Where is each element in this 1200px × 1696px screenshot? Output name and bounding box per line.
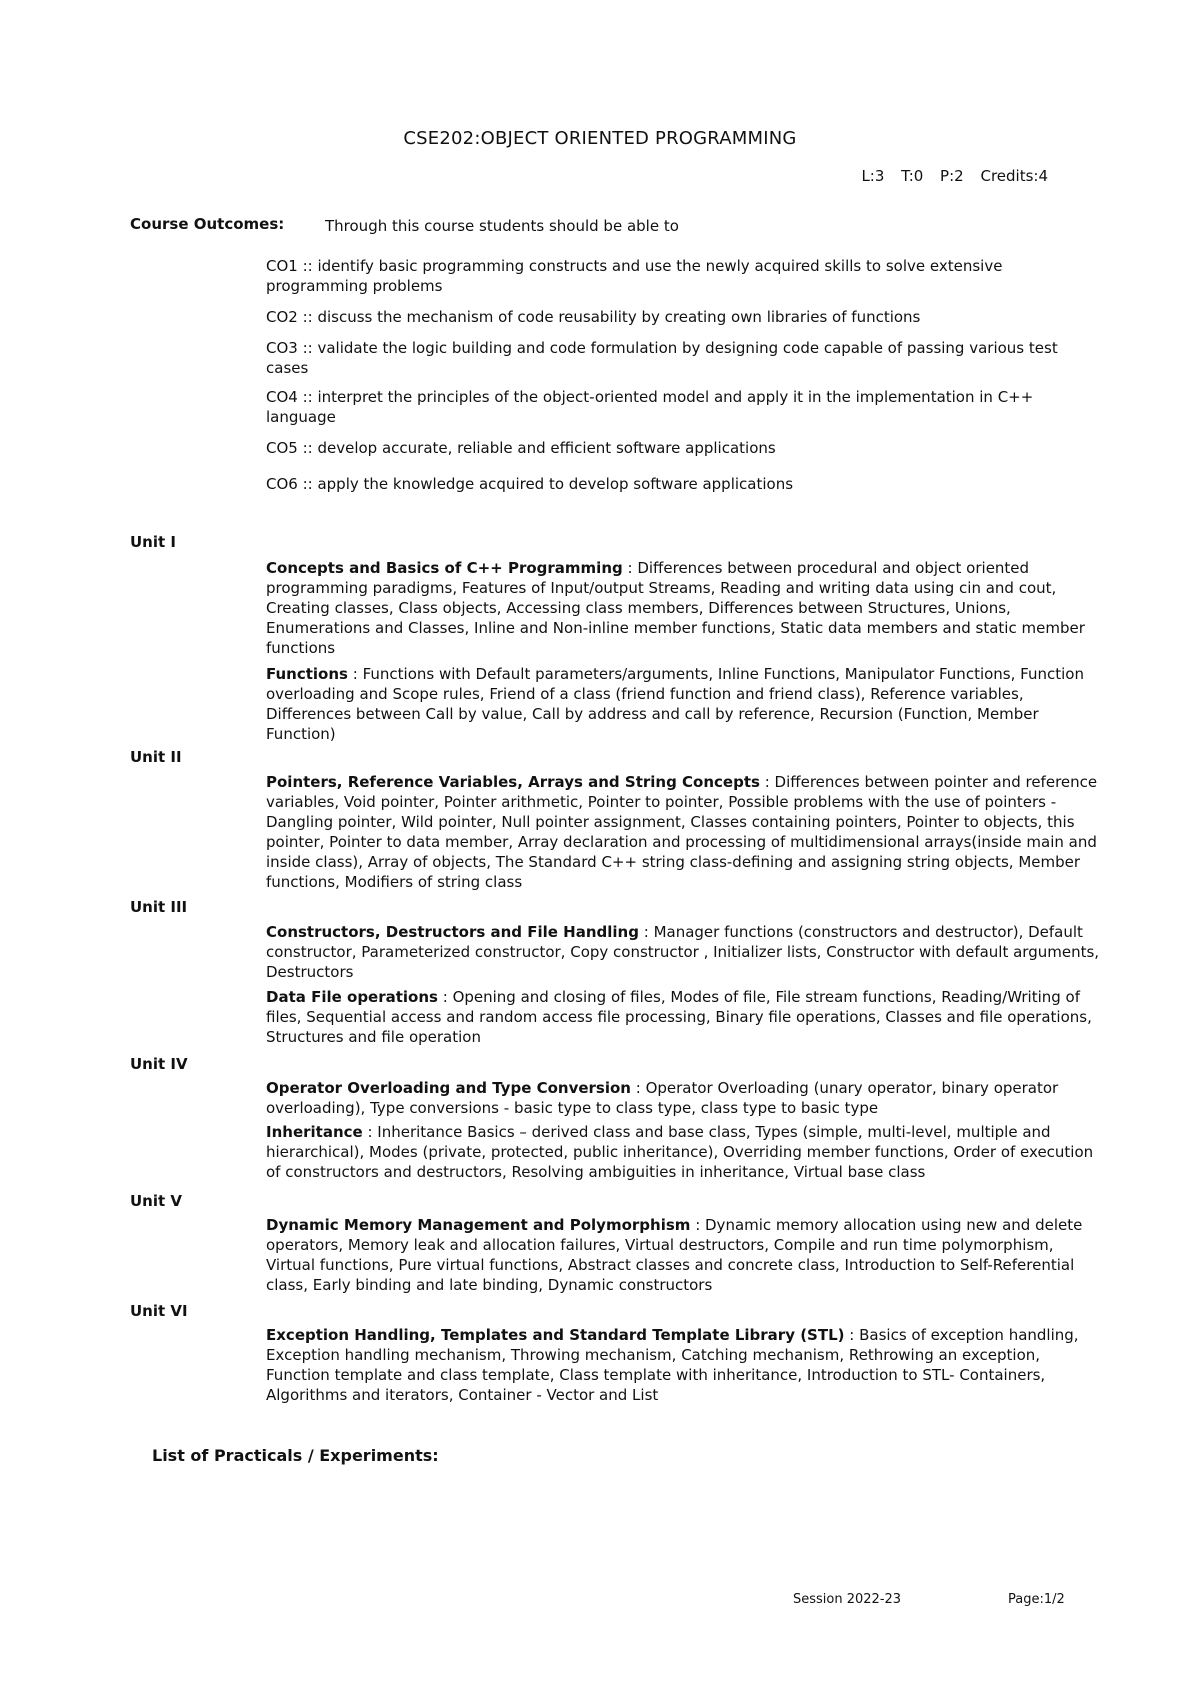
outcome-item: CO4 :: interpret the principles of the object-oriented model and apply it in the implementation in C++ language	[266, 388, 1034, 426]
outcome-item: CO1 :: identify basic programming constructs and use the newly acquired skills to solve extensive programming problems	[266, 257, 1003, 295]
practicals-heading: List of Practicals / Experiments:	[152, 1446, 439, 1465]
unit-label: Unit II	[130, 748, 182, 766]
ltp-credits: L:3 T:0 P:2 Credits:4	[861, 167, 1048, 185]
topic-paragraph	[266, 1215, 1106, 1295]
topic-paragraph	[266, 1325, 1106, 1405]
topic-paragraph	[266, 558, 1106, 658]
topic-paragraph	[266, 1122, 1106, 1182]
course-outcomes-label: Course Outcomes:	[130, 215, 285, 233]
unit-label: Unit III	[130, 898, 188, 916]
page-number: Page:1/2	[1008, 1592, 1065, 1607]
session-label: Session 2022-23	[793, 1592, 902, 1607]
outcome-item: CO2 :: discuss the mechanism of code reusability by creating own libraries of functions	[266, 308, 921, 326]
topic-paragraph	[266, 922, 1106, 982]
outcome-item: CO5 :: develop accurate, reliable and efficient software applications	[266, 439, 776, 457]
topic-paragraph	[266, 1078, 1106, 1118]
topic-heading: Constructors, Destructors and File Handling	[266, 923, 639, 941]
unit-label: Unit IV	[130, 1055, 188, 1073]
unit-label: Unit I	[130, 533, 176, 551]
topic-body: : Operator Overloading (unary operator, binary operator overloading), Type conversions - basic type to class type, class type to basic type	[266, 1079, 1059, 1117]
course-outcomes-list	[266, 256, 1096, 494]
topic-heading: Inheritance	[266, 1123, 363, 1141]
course-outcomes-intro: Through this course students should be able to	[325, 217, 679, 235]
topic-heading: Data File operations	[266, 988, 438, 1006]
topic-body: : Inheritance Basics – derived class and base class, Types (simple, multi-level, multiple and hierarchical), Modes (private, protected, public inheritance), Overriding member functions, Order of execution of constructors and destructors, Resolving ambiguities in inheritance, Virtual base class	[266, 1123, 1094, 1181]
topic-heading: Operator Overloading and Type Conversion	[266, 1079, 631, 1097]
topic-body: : Differences between pointer and reference variables, Void pointer, Pointer arithmetic, Pointer to pointer, Possible problems with the use of pointers - Dangling pointer, Wild pointer, Null pointer assignment, Classes containing pointers, Pointer to objects, this pointer, Pointer to data member, Array declaration and processing of multidimensional arrays(inside main and inside class), Array of objects, The Standard C++ string class-defining and assigning string objects, Member functions, Modifiers of string class	[266, 773, 1098, 891]
topic-paragraph	[266, 987, 1106, 1047]
topic-body: : Differences between procedural and object oriented programming paradigms, Features of Input/output Streams, Reading and writing data using cin and cout, Creating classes, Class objects, Accessing class members, Differences between Structures, Unions, Enumerations and Classes, Inline and Non-inline member functions, Static data members and static member functions	[266, 559, 1085, 657]
topic-body: : Manager functions (constructors and destructor), Default constructor, Parameterized constructor, Copy constructor , Initializer lists, Constructor with default arguments, Destructors	[266, 923, 1100, 981]
topic-heading: Concepts and Basics of C++ Programming	[266, 559, 623, 577]
unit-label: Unit V	[130, 1192, 183, 1210]
topic-paragraph	[266, 772, 1106, 892]
topic-heading: Functions	[266, 665, 348, 683]
topic-paragraph	[266, 664, 1106, 744]
outcome-item: CO3 :: validate the logic building and code formulation by designing code capable of passing various test cases	[266, 339, 1058, 377]
topic-heading: Dynamic Memory Management and Polymorphism	[266, 1216, 691, 1234]
topic-body: : Opening and closing of files, Modes of file, File stream functions, Reading/Writing of files, Sequential access and random access file processing, Binary file operations, Classes and file operations, Structures and file operation	[266, 988, 1092, 1046]
topic-body: : Functions with Default parameters/arguments, Inline Functions, Manipulator Functions, Function overloading and Scope rules, Friend of a class (friend function and friend class), Reference variables, Differences between Call by value, Call by address and call by reference, Recursion (Function, Member Function)	[266, 665, 1084, 743]
outcome-item: CO6 :: apply the knowledge acquired to develop software applications	[266, 475, 794, 493]
topic-heading: Exception Handling, Templates and Standard Template Library (STL)	[266, 1326, 845, 1344]
topic-heading: Pointers, Reference Variables, Arrays and String Concepts	[266, 773, 760, 791]
topic-body: : Dynamic memory allocation using new and delete operators, Memory leak and allocation failures, Virtual destructors, Compile and run time polymorphism, Virtual functions, Pure virtual functions, Abstract classes and concrete class, Introduction to Self-Referential class, Early binding and late binding, Dynamic constructors	[266, 1216, 1083, 1294]
unit-label: Unit VI	[130, 1302, 188, 1320]
course-title: CSE202:OBJECT ORIENTED PROGRAMMING	[403, 128, 797, 149]
topic-body: : Basics of exception handling, Exception handling mechanism, Throwing mechanism, Catching mechanism, Rethrowing an exception, Function template and class template, Class template with inheritance, Introduction to STL- Containers, Algorithms and iterators, Container - Vector and List	[266, 1326, 1079, 1404]
